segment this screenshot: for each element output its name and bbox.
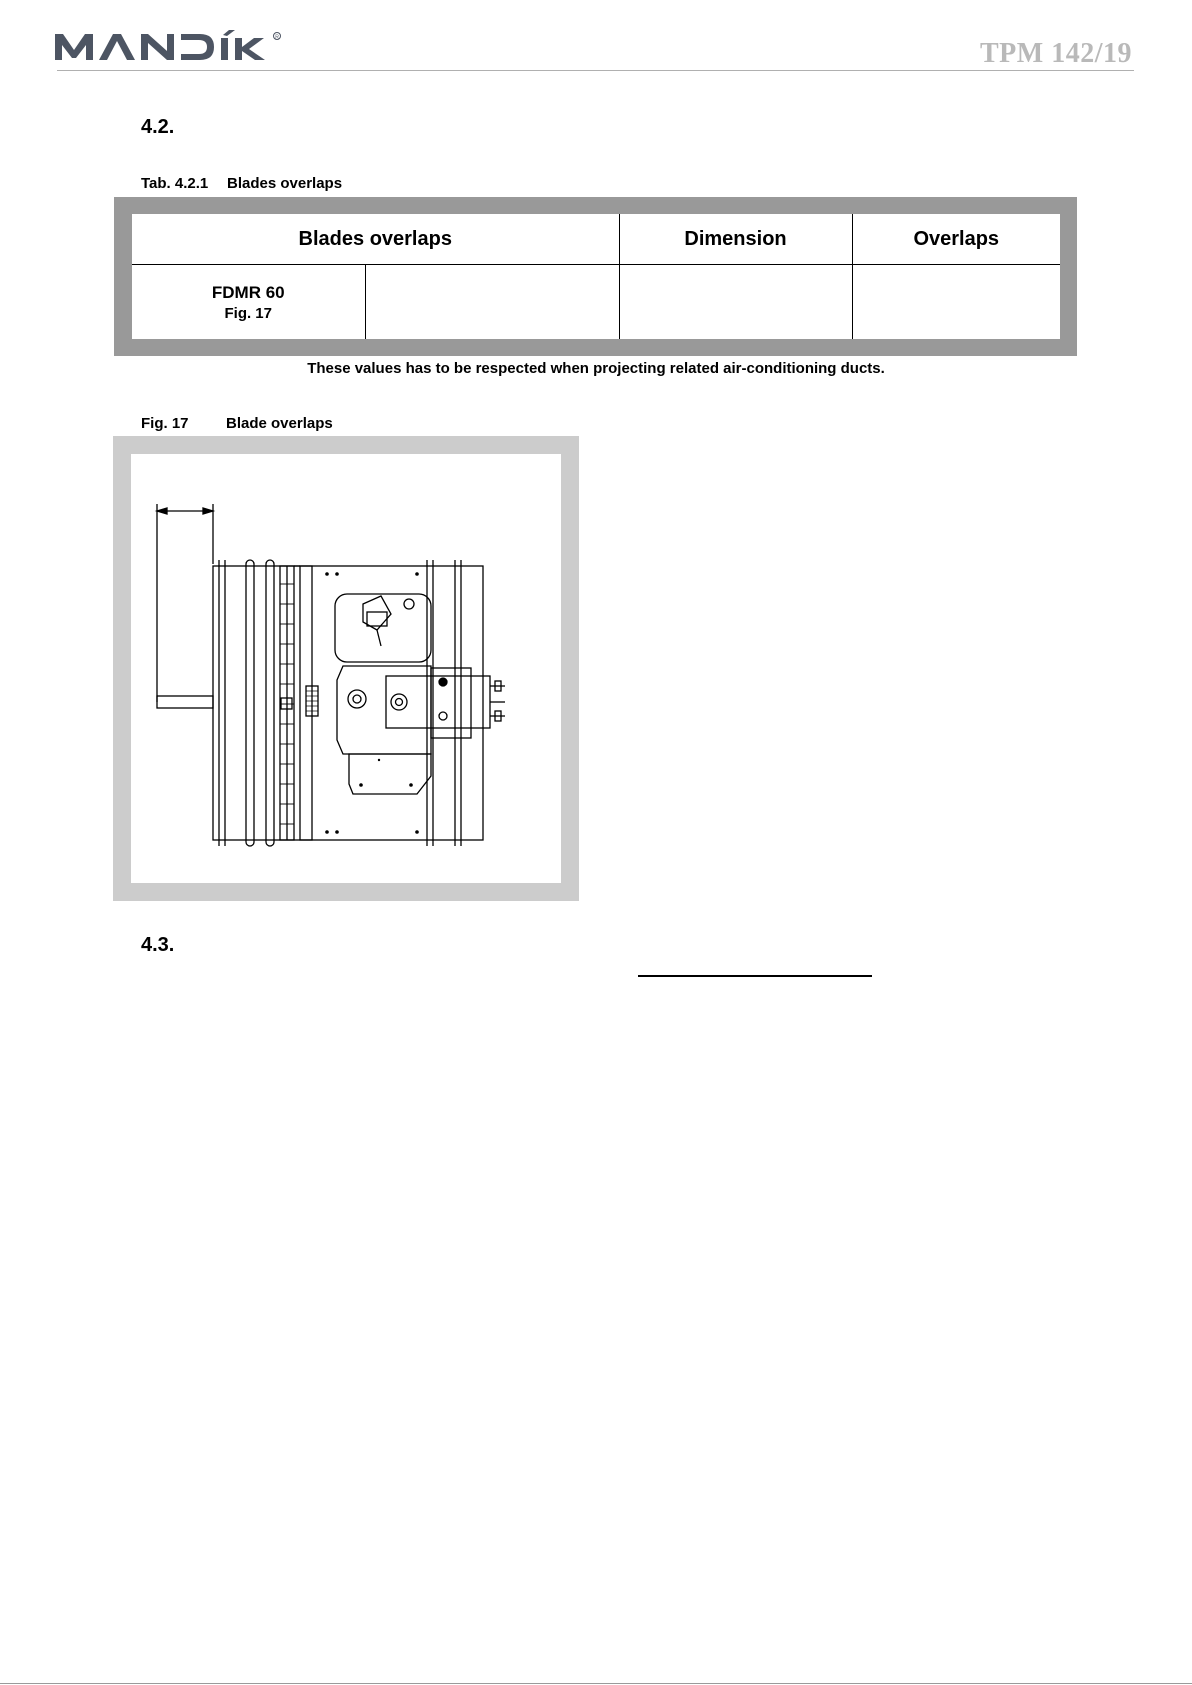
column-header-dimension: Dimension — [619, 214, 852, 265]
header-divider — [57, 70, 1134, 71]
figure-caption-label: Fig. 17 — [141, 415, 189, 432]
heading-underline — [638, 975, 872, 977]
mandik-logo — [55, 30, 285, 69]
table-caption-title: Blades overlaps — [227, 175, 343, 192]
fire-damper-drawing-icon — [131, 454, 561, 883]
figure-caption-title: Blade overlaps — [226, 415, 333, 432]
mandik-logo-icon — [55, 30, 285, 64]
column-header-blades-overlaps: Blades overlaps — [132, 214, 619, 265]
svg-text:R: R — [275, 34, 279, 41]
page-bottom-rule — [0, 1683, 1192, 1684]
document-code: TPM 142/19 — [980, 38, 1132, 69]
table-note: These values has to be respected when projecting related air-conditioning ducts. — [307, 360, 885, 377]
overlaps-cell — [852, 265, 1060, 340]
blades-overlaps-table — [132, 214, 1060, 339]
product-name: FDMR 60 — [211, 282, 285, 302]
section-number-4-2: 4.2. — [141, 116, 175, 138]
table-row — [132, 265, 1060, 340]
figure-panel — [131, 454, 561, 883]
dimension-cell — [619, 265, 852, 340]
product-cell — [132, 265, 365, 340]
description-cell — [365, 265, 619, 340]
column-header-overlaps: Overlaps — [852, 214, 1060, 265]
table-caption-label: Tab. 4.2.1 — [141, 175, 209, 192]
section-number-4-3: 4.3. — [141, 934, 175, 956]
product-figure-ref: Fig. 17 — [224, 304, 272, 322]
table-header-row — [132, 214, 1060, 265]
